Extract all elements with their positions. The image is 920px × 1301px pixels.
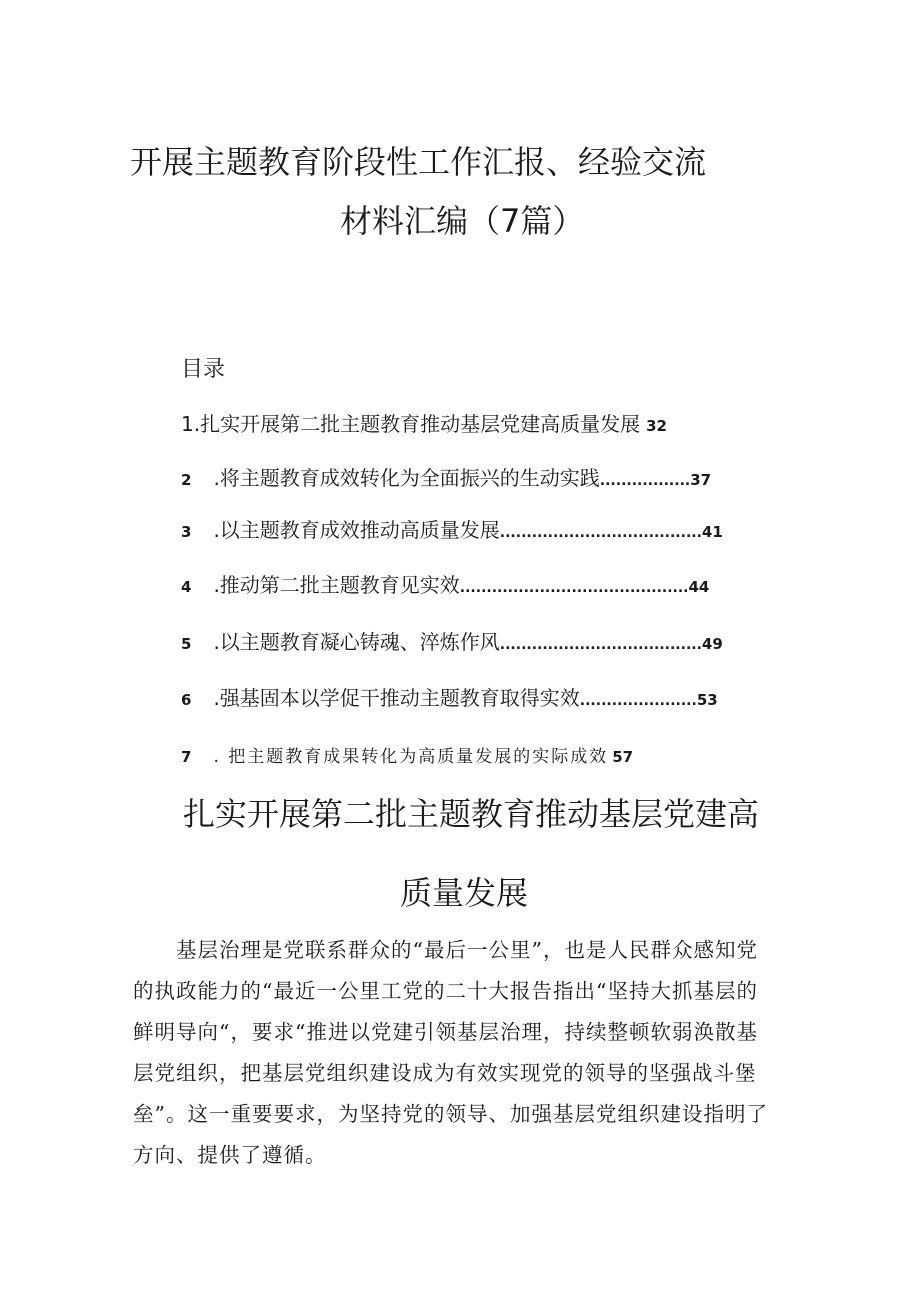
toc-entry-title: .推动第二批主题教育见实效 <box>213 573 460 597</box>
toc-entry-3[interactable] <box>181 514 723 543</box>
toc-entry-page: 37 <box>690 471 712 489</box>
toc-entry-4[interactable] <box>181 569 709 598</box>
toc-entry-1[interactable] <box>181 408 667 437</box>
body-line: 基层治理是党联系群众的“最后一公里”，也是人民群众感知党 <box>133 938 758 962</box>
toc-leader-dots: ...................................... <box>499 637 702 653</box>
body-line: 垒”。这一重要要求，为坚持党的领导、加强基层党组织建设指明了 <box>133 1102 768 1126</box>
toc-entry-page: 53 <box>696 691 718 709</box>
toc-entry-page: 32 <box>646 417 667 435</box>
toc-leader-dots: ...................... <box>579 693 697 709</box>
section-title-line-2: 质量发展 <box>400 874 529 912</box>
document-title-line-1: 开展主题教育阶段性工作汇报、经验交流 <box>130 143 707 181</box>
toc-entry-number: 6 <box>181 691 192 709</box>
toc-entry-title: .以主题教育成效推动高质量发展 <box>213 518 500 542</box>
toc-entry-number: 2 <box>181 471 192 489</box>
toc-entry-number: 7 <box>181 748 192 766</box>
toc-entry-number: 1. <box>181 412 201 436</box>
toc-entry-6[interactable] <box>181 682 718 711</box>
toc-entry-2[interactable] <box>181 462 711 491</box>
toc-leader-dots: ........................................... <box>459 580 689 596</box>
toc-entry-page: 44 <box>688 578 710 596</box>
toc-entry-title: . 把主题教育成果转化为高质量发展的实际成效 <box>213 747 609 767</box>
body-line: 方向、提供了遵循。 <box>133 1143 327 1167</box>
body-line: 的执政能力的“最近一公里工党的二十大报告指出“坚持大抓基层的 <box>133 979 758 1003</box>
toc-entry-7[interactable] <box>181 742 633 767</box>
body-paragraph <box>133 930 797 1176</box>
toc-entry-number: 3 <box>181 523 192 541</box>
toc-entry-number: 5 <box>181 635 192 653</box>
body-line: 层党组织，把基层党组织建设成为有效实现党的领导的坚强战斗堡 <box>133 1061 757 1085</box>
toc-entry-title: .以主题教育凝心铸魂、淬炼作风 <box>213 630 500 654</box>
toc-entry-number: 4 <box>181 578 192 596</box>
toc-entry-5[interactable] <box>181 626 723 655</box>
toc-leader-dots: ................. <box>599 473 691 489</box>
section-title-line-1: 扎实开展第二批主题教育推动基层党建高 <box>183 795 760 833</box>
toc-entry-page: 57 <box>612 748 634 766</box>
toc-heading: 目录 <box>181 357 226 382</box>
document-title-line-2: 材料汇编（7篇） <box>340 202 585 240</box>
toc-entry-title: .强基固本以学促干推动主题教育取得实效 <box>213 686 580 710</box>
toc-entry-page: 49 <box>701 635 723 653</box>
toc-leader-dots: ...................................... <box>499 525 702 541</box>
toc-entry-title: .将主题教育成效转化为全面振兴的生动实践 <box>213 466 600 490</box>
toc-entry-title: 扎实开展第二批主题教育推动基层党建高质量发展 <box>200 412 641 436</box>
toc-entry-page: 41 <box>701 523 723 541</box>
body-line: 鲜明导向“，要求“推进以党建引领基层治理，持续整顿软弱涣散基 <box>133 1020 758 1044</box>
